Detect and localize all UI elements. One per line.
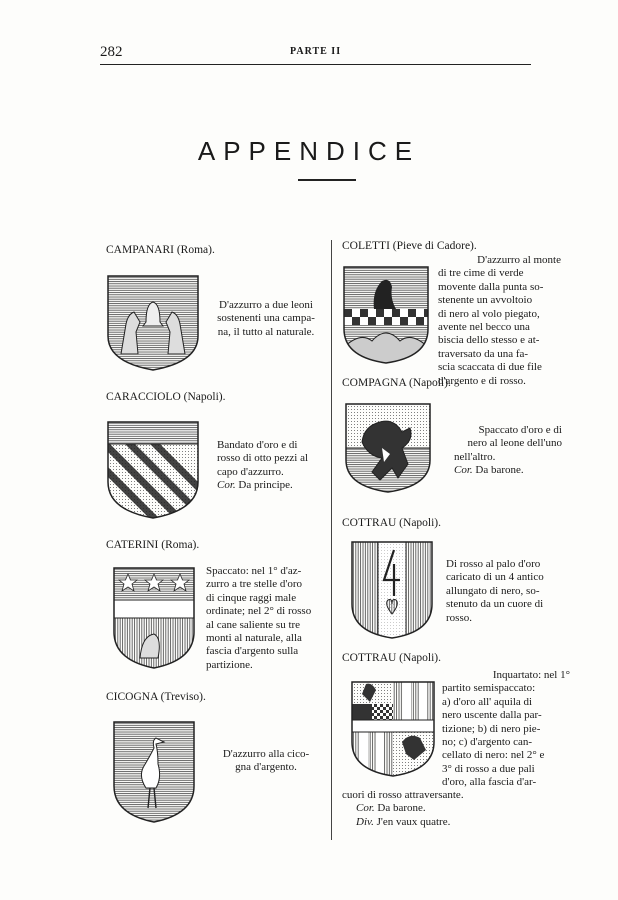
- blazon-cottrau-2-indented: [442, 669, 570, 790]
- header-rule: [100, 64, 531, 65]
- blazon-line: capo d'azzurro.: [217, 465, 284, 478]
- blazon-line: allungato di nero, so-: [446, 584, 540, 597]
- page-title: APPENDICE: [197, 136, 421, 166]
- campanari-coat-of-arms: [106, 274, 200, 372]
- blazon-line: monti al naturale, alla: [206, 632, 302, 645]
- blazon-line: nero al leone dell'uno: [467, 437, 562, 450]
- blazon-line: cellato di nero: nel 2° e: [442, 749, 545, 762]
- div-label: Div.: [356, 815, 374, 828]
- entry-name-cottrau-2: COTTRAU (Napoli).: [342, 652, 442, 664]
- blazon-cottrau-2-full: [342, 789, 570, 829]
- blazon-line: D'azzurro alla cico-: [222, 748, 310, 760]
- entry-name-campanari: CAMPANARI (Roma).: [106, 244, 215, 256]
- blazon-line: di cinque raggi male: [206, 591, 297, 604]
- cor-text: Da barone.: [377, 802, 426, 815]
- blazon-line: movente dalla punta so-: [438, 280, 544, 293]
- blazon-line: cuori di rosso attraversante.: [342, 789, 464, 801]
- caracciolo-coat-of-arms: [106, 420, 200, 520]
- blazon-line: d'oro, alla fascia d'ar-: [442, 776, 537, 789]
- blazon-cottrau: [446, 558, 562, 625]
- blazon-coletti-indented: [438, 254, 561, 388]
- blazon-line: a) d'oro all' aquila di: [442, 695, 533, 708]
- blazon-line: D'azzurro a due leoni: [219, 299, 313, 311]
- blazon-line: caricato di un 4 antico: [446, 571, 544, 584]
- running-header: PARTE II: [290, 46, 342, 57]
- blazon-line: zurro a tre stelle d'oro: [206, 578, 303, 591]
- entry-name-compagna: COMPAGNA (Napoli).: [342, 377, 451, 389]
- blazon-line: 3° di rosso a due pali: [442, 762, 535, 775]
- blazon-line: di tre cime di verde: [438, 267, 524, 280]
- blazon-line: sostenenti una campa-: [217, 312, 315, 325]
- cor-text: Da principe.: [238, 479, 293, 492]
- cicogna-coat-of-arms: [112, 720, 196, 824]
- blazon-line: scia scaccata di due file: [438, 361, 542, 374]
- blazon-caterini: [206, 565, 326, 672]
- column-divider: [331, 240, 332, 840]
- blazon-line: gna d'argento.: [235, 761, 297, 774]
- caterini-coat-of-arms: [112, 566, 196, 670]
- entry-name-caterini: CATERINI (Roma).: [106, 539, 200, 551]
- title-rule: [298, 179, 356, 181]
- entry-name-cottrau: COTTRAU (Napoli).: [342, 517, 442, 529]
- blazon-line: traversato da una fa-: [438, 347, 529, 360]
- blazon-line: rosso di otto pezzi al: [217, 452, 309, 465]
- blazon-line: ordinate; nel 2° di rosso: [206, 605, 312, 618]
- blazon-line: biscia dello stesso e at-: [438, 334, 540, 347]
- blazon-compagna: [454, 424, 562, 478]
- blazon-line: nero uscente dalla par-: [442, 709, 542, 722]
- cor-label: Cor.: [356, 802, 375, 815]
- blazon-line: Di rosso al palo d'oro: [446, 558, 541, 570]
- blazon-line: na, il tutto al naturale.: [217, 325, 315, 338]
- blazon-line: no; c) d'argento can-: [442, 736, 533, 749]
- coletti-coat-of-arms: [342, 265, 430, 365]
- blazon-line: partito semispaccato:: [442, 682, 536, 695]
- cor-label: Cor.: [454, 464, 473, 477]
- div-text: J'en vaux quatre.: [376, 815, 451, 828]
- cor-label: Cor.: [217, 479, 236, 492]
- blazon-line: Inquartato: nel 1°: [492, 669, 570, 681]
- blazon-line: Spaccato d'oro e di: [478, 424, 562, 436]
- blazon-line: nell'altro.: [454, 450, 496, 463]
- entry-name-coletti: COLETTI (Pieve di Cadore).: [342, 240, 477, 252]
- motto-note: [342, 816, 570, 829]
- entry-name-cicogna: CICOGNA (Treviso).: [106, 691, 206, 703]
- entry-name-caracciolo: CARACCIOLO (Napoli).: [106, 391, 226, 403]
- blazon-line: Spaccato: nel 1° d'az-: [206, 565, 302, 577]
- blazon-line: d'argento e di rosso.: [438, 374, 526, 387]
- blazon-caracciolo: [217, 439, 326, 493]
- blazon-line: avente nel becco una: [438, 321, 530, 334]
- blazon-line: Bandato d'oro e di: [217, 439, 298, 451]
- blazon-campanari: [206, 299, 326, 339]
- cor-text: Da barone.: [475, 464, 524, 477]
- blazon-line: tizione; b) di nero pie-: [442, 722, 541, 735]
- blazon-line: stenente un avvoltoio: [438, 294, 533, 307]
- blazon-line: di nero al volo piegato,: [438, 307, 540, 320]
- blazon-line: al cane saliente su tre: [206, 618, 301, 631]
- blazon-line: D'azzurro al monte: [477, 254, 561, 266]
- blazon-line: partizione.: [206, 658, 253, 671]
- coronet-note: [454, 464, 562, 477]
- blazon-line: rosso.: [446, 611, 472, 624]
- coronet-note: [217, 479, 326, 492]
- cottrau-coat-of-arms: [350, 540, 434, 640]
- page-number: 282: [100, 44, 123, 60]
- blazon-line: fascia d'argento sulla: [206, 645, 299, 658]
- cottrau-quartered-coat-of-arms: [350, 680, 436, 778]
- blazon-line: stenuto da un cuore di: [446, 598, 544, 611]
- blazon-cicogna: [206, 748, 326, 775]
- compagna-coat-of-arms: [344, 402, 432, 494]
- coronet-note: [342, 802, 570, 815]
